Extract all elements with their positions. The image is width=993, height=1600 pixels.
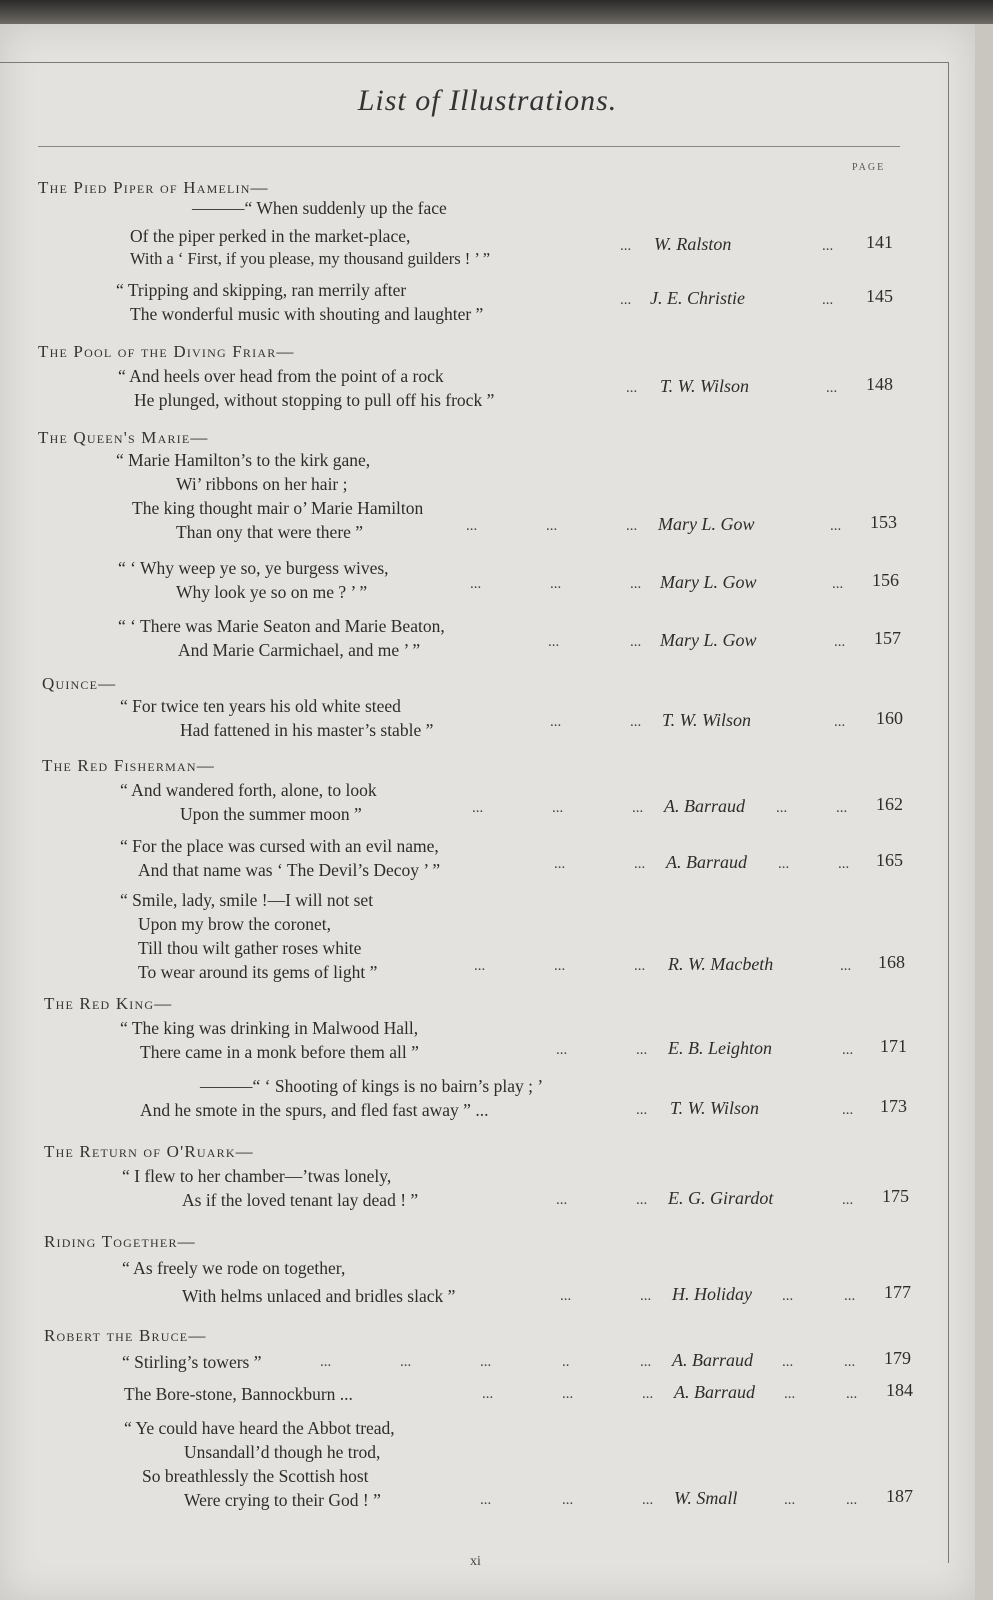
leader-dots: ... (632, 800, 644, 816)
section-title: The Red Fisherman— (42, 756, 215, 775)
artist-name: Mary L. Gow (658, 514, 755, 534)
leader-dots: ... (842, 1042, 854, 1058)
leader-dots: ... (556, 1192, 568, 1208)
quote-line: Till thou wilt gather roses white (138, 938, 362, 958)
leader-dots: ... (838, 856, 850, 872)
leader-dots: ... (634, 958, 646, 974)
artist-name: A. Barraud (672, 1350, 753, 1370)
quote-line: So breathlessly the Scottish host (142, 1466, 369, 1486)
page-number: 179 (884, 1348, 911, 1368)
leader-dots: ... (776, 800, 788, 816)
leader-dots: ... (620, 238, 632, 254)
quote-line: “ And wandered forth, alone, to look (120, 780, 377, 800)
artist-name: R. W. Macbeth (668, 954, 774, 974)
quote-line: And that name was ‘ The Devil’s Decoy ’ ” (138, 860, 441, 880)
quote-line: Upon the summer moon ” (180, 804, 362, 824)
leader-dots: ... (836, 800, 848, 816)
quote-line: With a ‘ First, if you please, my thousand guilders ! ’ ” (130, 249, 491, 268)
section-title: Riding Together— (44, 1232, 196, 1251)
leader-dots: ... (400, 1354, 412, 1370)
leader-dots: ... (842, 1102, 854, 1118)
quote-line: He plunged, without stopping to pull off his frock ” (134, 390, 495, 410)
leader-dots: ... (548, 634, 560, 650)
leader-dots: ... (466, 518, 478, 534)
quote-line: “ I flew to her chamber—’twas lonely, (122, 1166, 392, 1186)
artist-name: Mary L. Gow (660, 630, 757, 650)
quote-line: As if the loved tenant lay dead ! ” (182, 1190, 419, 1210)
quote-line: The Bore-stone, Bannockburn ... (124, 1384, 353, 1404)
quote-line: The wonderful music with shouting and laughter ” (130, 304, 484, 324)
quote-line: To wear around its gems of light ” (138, 962, 378, 982)
leader-dots: ... (636, 1192, 648, 1208)
leader-dots: ... (470, 576, 482, 592)
quote-line: With helms unlaced and bridles slack ” (182, 1286, 456, 1306)
quote-line: “ For the place was cursed with an evil name, (120, 836, 439, 856)
leader-dots: ... (626, 518, 638, 534)
quote-line: Why look ye so on me ? ’ ” (176, 582, 368, 602)
leader-dots: ... (642, 1492, 654, 1508)
artist-name: J. E. Christie (650, 288, 745, 308)
leader-dots: ... (846, 1386, 858, 1402)
artist-name: Mary L. Gow (660, 572, 757, 592)
quote-line: “ Ye could have heard the Abbot tread, (124, 1418, 395, 1438)
quote-line: There came in a monk before them all ” (140, 1042, 419, 1062)
leader-dots: ... (636, 1102, 648, 1118)
leader-dots: ... (552, 800, 564, 816)
folio-number: xi (470, 1554, 481, 1569)
leader-dots: ... (822, 238, 834, 254)
page-number: 175 (882, 1186, 909, 1206)
leader-dots: ... (480, 1354, 492, 1370)
leader-dots: ... (482, 1386, 494, 1402)
page-number: 148 (866, 374, 893, 394)
leader-dots: ... (630, 634, 642, 650)
quote-line: “ ‘ Why weep ye so, ye burgess wives, (118, 558, 389, 578)
leader-dots: ... (560, 1288, 572, 1304)
artist-name: W. Small (674, 1488, 738, 1508)
leader-dots: ... (782, 1354, 794, 1370)
leader-dots: ... (640, 1354, 652, 1370)
quote-line: Of the piper perked in the market-place, (130, 226, 411, 246)
artist-name: E. B. Leighton (668, 1038, 772, 1058)
quote-line: “ Marie Hamilton’s to the kirk gane, (116, 450, 371, 470)
leader-dots: ... (846, 1492, 858, 1508)
quote-line: And Marie Carmichael, and me ’ ” (178, 640, 421, 660)
artist-name: A. Barraud (664, 796, 745, 816)
page-number: 165 (876, 850, 903, 870)
page-number: 141 (866, 232, 893, 252)
quote-line: “ Tripping and skipping, ran merrily after (116, 280, 407, 300)
page-number: 157 (874, 628, 901, 648)
leader-dots: ... (784, 1386, 796, 1402)
title-rule (38, 146, 900, 147)
section-title: The Pied Piper of Hamelin— (38, 178, 269, 197)
leader-dots: ... (554, 958, 566, 974)
page-column-heading: PAGE (852, 162, 886, 173)
quote-line: “ And heels over head from the point of a rock (118, 366, 444, 386)
leader-dots: ... (474, 958, 486, 974)
leader-dots: .. (562, 1354, 570, 1370)
leader-dots: ... (842, 1192, 854, 1208)
leader-dots: ... (778, 856, 790, 872)
page-number: 187 (886, 1486, 913, 1506)
section-title: Robert the Bruce— (44, 1326, 207, 1345)
leader-dots: ... (636, 1042, 648, 1058)
quote-line: “ Stirling’s towers ” (122, 1352, 262, 1372)
leader-dots: ... (634, 856, 646, 872)
artist-name: A. Barraud (674, 1382, 755, 1402)
artist-name: H. Holiday (672, 1284, 752, 1304)
leader-dots: ... (562, 1492, 574, 1508)
quote-line: Than ony that were there ” (176, 522, 364, 542)
quote-line: “ ‘ There was Marie Seaton and Marie Beaton, (118, 616, 445, 636)
artist-name: T. W. Wilson (662, 710, 752, 730)
leader-dots: ... (630, 714, 642, 730)
book-spine-edge (0, 0, 993, 24)
page-number: 184 (886, 1380, 913, 1400)
page-title: List of Illustrations. (357, 84, 618, 117)
leader-dots: ... (834, 634, 846, 650)
artist-name: E. G. Girardot (668, 1188, 774, 1208)
quote-line: Upon my brow the coronet, (138, 914, 331, 934)
book-page (0, 24, 975, 1600)
quote-line: Unsandall’d though he trod, (184, 1442, 381, 1462)
leader-dots: ... (472, 800, 484, 816)
leader-dots: ... (832, 576, 844, 592)
leader-dots: ... (782, 1288, 794, 1304)
leader-dots: ... (826, 380, 838, 396)
leader-dots: ... (784, 1492, 796, 1508)
leader-dots: ... (620, 292, 632, 308)
artist-name: A. Barraud (666, 852, 747, 872)
leader-dots: ... (822, 292, 834, 308)
section-title: The Return of O'Ruark— (44, 1142, 254, 1161)
quote-line: And he smote in the spurs, and fled fast away ” ... (140, 1100, 489, 1120)
artist-name: T. W. Wilson (660, 376, 750, 396)
quote-line: ———“ When suddenly up the face (192, 198, 447, 218)
leader-dots: ... (640, 1288, 652, 1304)
section-title: The Pool of the Diving Friar— (38, 342, 295, 361)
leader-dots: ... (554, 856, 566, 872)
quote-line: “ For twice ten years his old white steed (120, 696, 401, 716)
artist-name: T. W. Wilson (670, 1098, 760, 1118)
leader-dots: ... (546, 518, 558, 534)
section-title: The Queen's Marie— (38, 428, 209, 447)
section-title: The Red King— (44, 994, 173, 1013)
leader-dots: ... (320, 1354, 332, 1370)
quote-line: “ The king was drinking in Malwood Hall, (120, 1018, 419, 1038)
leader-dots: ... (550, 576, 562, 592)
artist-name: W. Ralston (654, 234, 732, 254)
leader-dots: ... (840, 958, 852, 974)
page-number: 145 (866, 286, 893, 306)
quote-line: Had fattened in his master’s stable ” (180, 720, 434, 740)
leader-dots: ... (844, 1354, 856, 1370)
leader-dots: ... (556, 1042, 568, 1058)
page-number: 173 (880, 1096, 907, 1116)
quote-line: The king thought mair o’ Marie Hamilton (132, 498, 424, 518)
quote-line: Were crying to their God ! ” (184, 1490, 381, 1510)
leader-dots: ... (830, 518, 842, 534)
leader-dots: ... (562, 1386, 574, 1402)
leader-dots: ... (550, 714, 562, 730)
leader-dots: ... (626, 380, 638, 396)
page-number: 171 (880, 1036, 907, 1056)
section-title: Quince— (42, 674, 117, 693)
leader-dots: ... (480, 1492, 492, 1508)
quote-line: “ Smile, lady, smile !—I will not set (120, 890, 374, 910)
leader-dots: ... (834, 714, 846, 730)
quote-line: Wi’ ribbons on her hair ; (176, 474, 348, 494)
page-number: 177 (884, 1282, 911, 1302)
quote-line: “ As freely we rode on together, (122, 1258, 346, 1278)
page-number: 160 (876, 708, 903, 728)
page-number: 156 (872, 570, 899, 590)
page-number: 162 (876, 794, 903, 814)
leader-dots: ... (844, 1288, 856, 1304)
leader-dots: ... (630, 576, 642, 592)
page-number: 153 (870, 512, 897, 532)
quote-line: ———“ ‘ Shooting of kings is no bairn’s play ; ’ (200, 1076, 544, 1096)
page-number: 168 (878, 952, 905, 972)
leader-dots: ... (642, 1386, 654, 1402)
